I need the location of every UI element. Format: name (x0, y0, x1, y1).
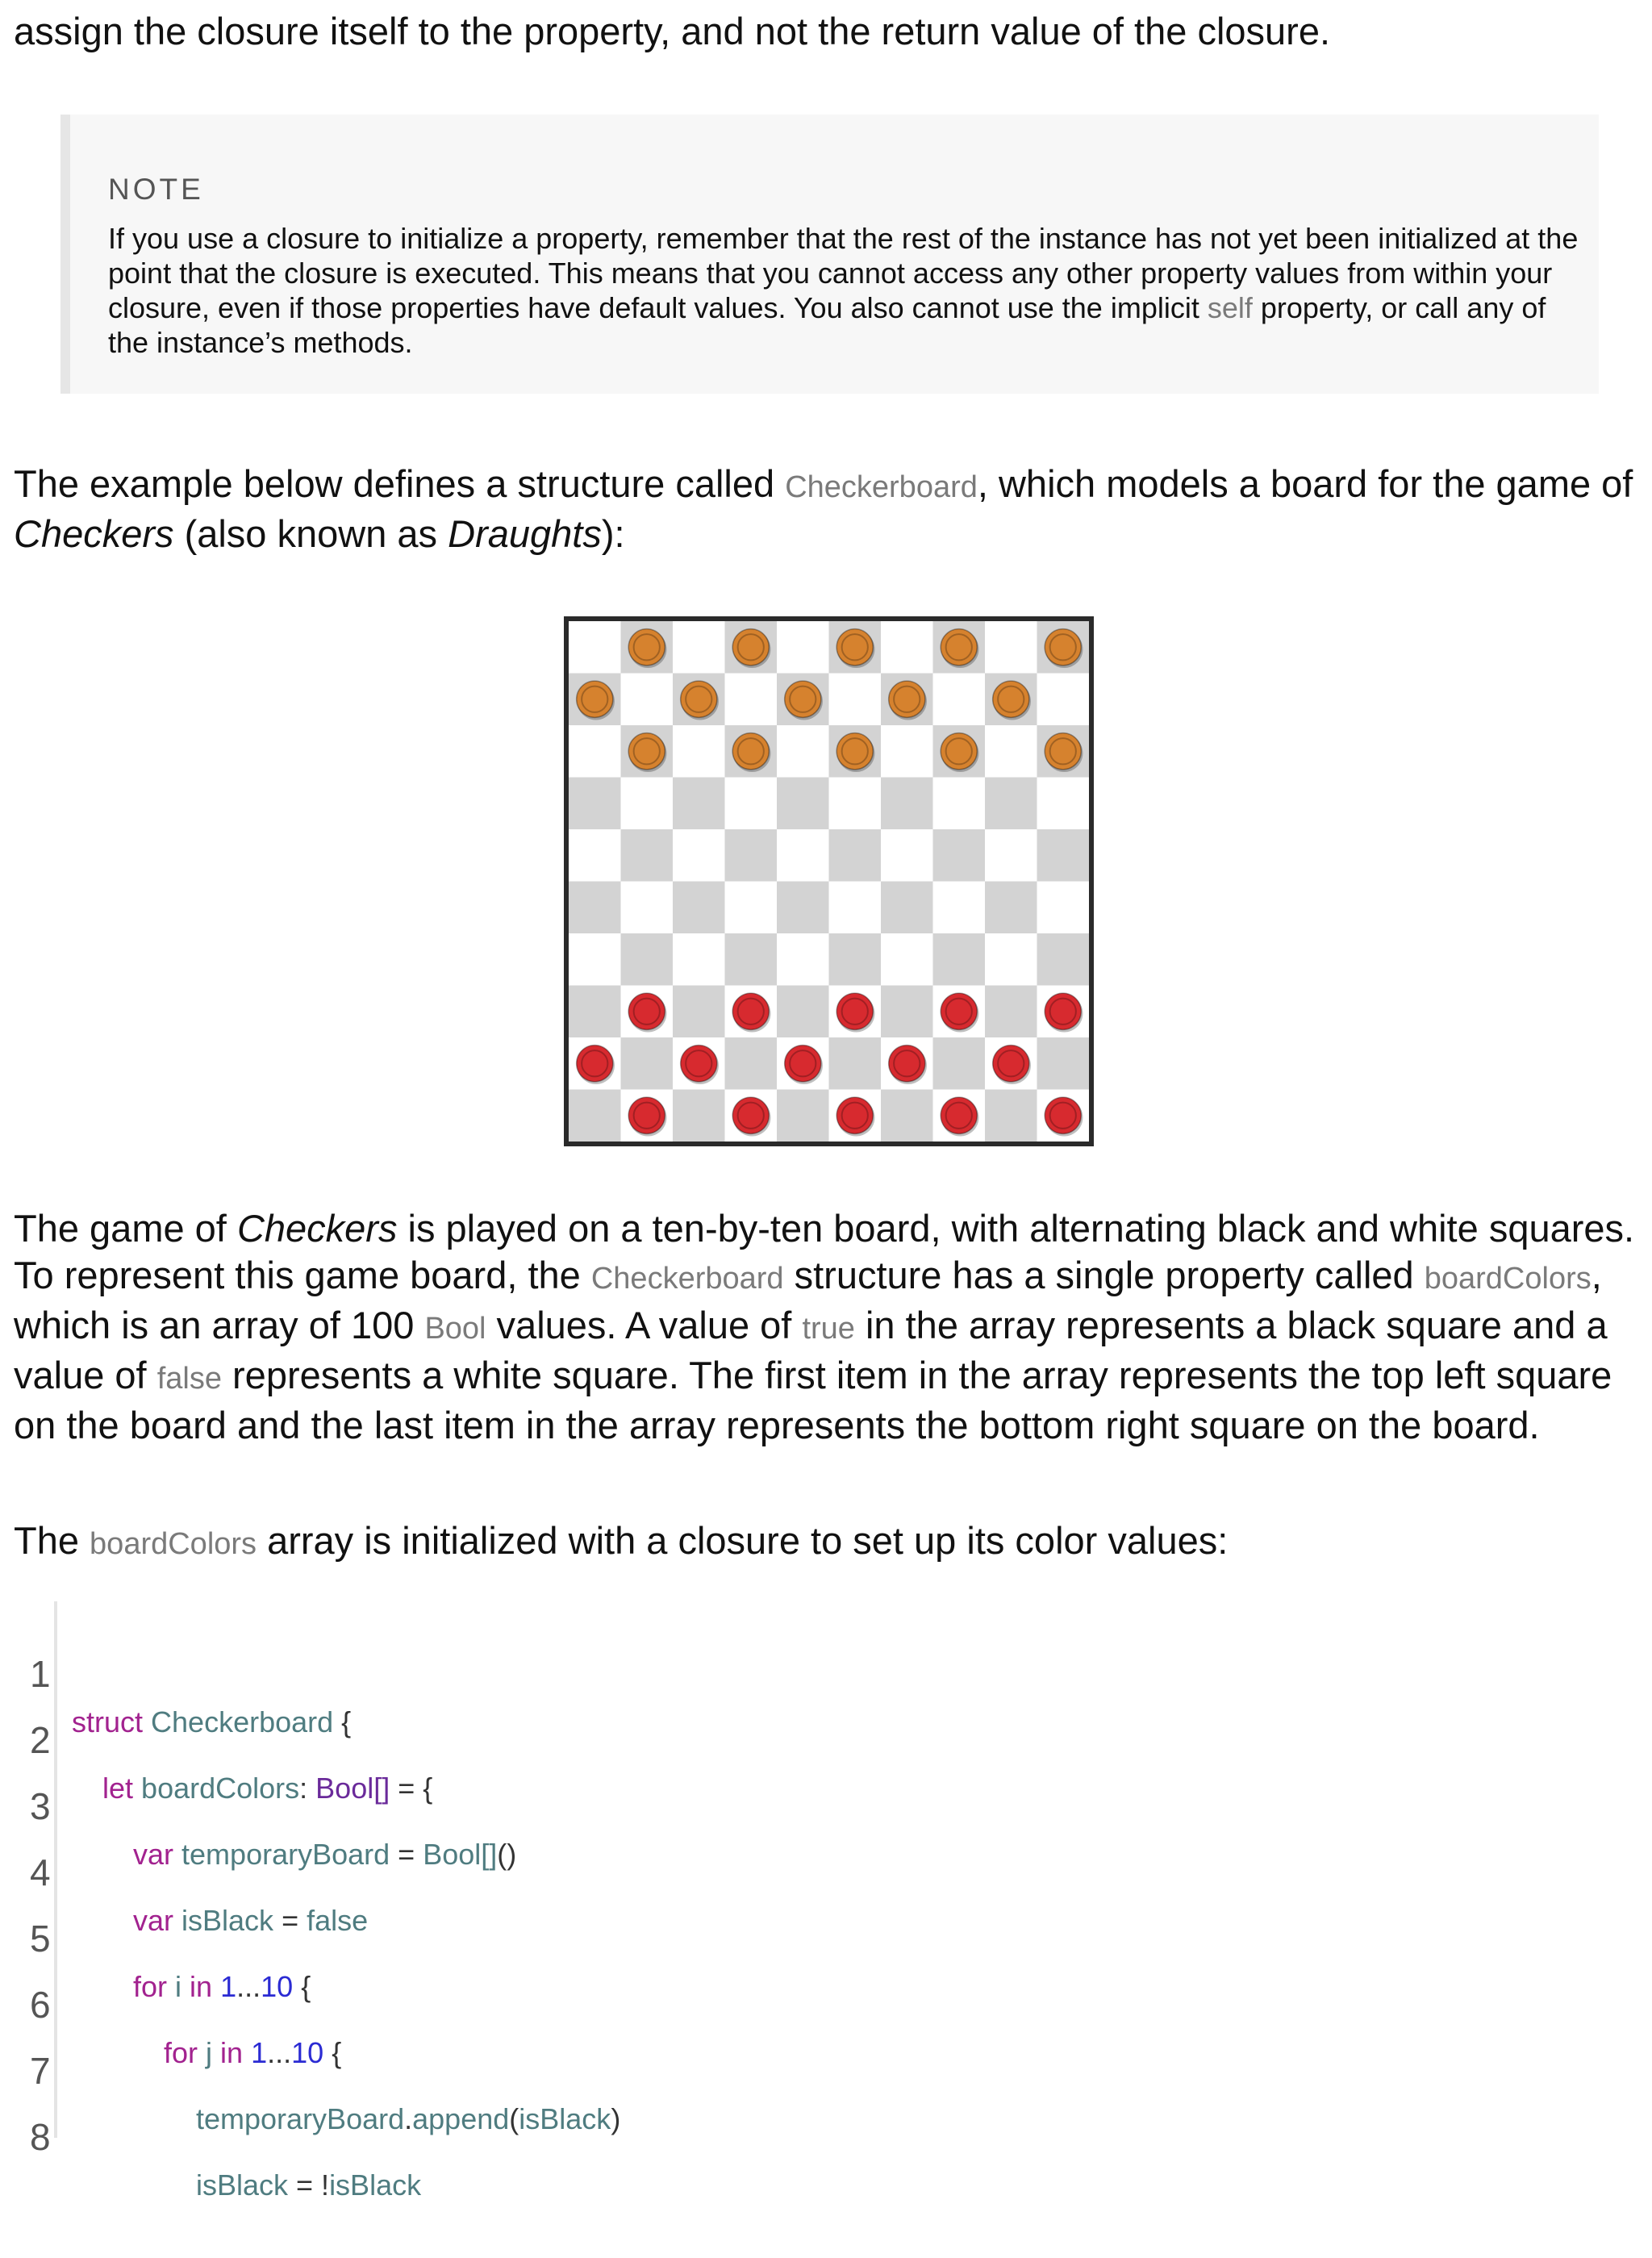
light-square (1037, 882, 1090, 934)
light-square (673, 621, 725, 674)
light-square (933, 674, 986, 726)
code-gutter (54, 1601, 57, 2138)
text: ): (601, 512, 625, 555)
keyword: let (102, 1772, 134, 1805)
operator: = (273, 1904, 307, 1937)
dark-square (777, 882, 829, 934)
italic-checkers: Checkers (14, 512, 174, 555)
code-checkerboard: Checkerboard (785, 470, 978, 504)
light-square (985, 933, 1037, 986)
identifier: isBlack (196, 2168, 289, 2202)
note-body (108, 221, 1592, 360)
dark-square (569, 882, 621, 934)
dark-square (881, 986, 933, 1038)
operator: ... (236, 1970, 261, 2003)
light-square (569, 621, 621, 674)
intro-paragraph: assign the closure itself to the property, and not the return value of the closure. (14, 10, 1331, 52)
keyword: in (220, 2036, 244, 2069)
dark-square (569, 986, 621, 1038)
text: , which models a board for the game of (977, 462, 1633, 505)
light-square (881, 725, 933, 778)
light-square (933, 778, 986, 830)
dark-square (881, 778, 933, 830)
light-square (673, 933, 725, 986)
text: , which is an array of 100 (14, 1254, 1602, 1346)
italic-checkers: Checkers (236, 1207, 398, 1250)
light-square (985, 829, 1037, 882)
number: 10 (291, 2036, 324, 2069)
note-text-1: If you use a closure to initialize a property, remember that the rest of the instance has not yet been initialized at the point that the closure is executed. This means that you cannot access any other property values from within your closure, even if those properties have default values. You also cannot use the implicit (108, 222, 1579, 324)
text: The example below defines a structure called (14, 462, 786, 505)
dark-square (933, 1037, 986, 1090)
light-square (725, 882, 778, 934)
text: in the array represents a black square and a value of (14, 1304, 1608, 1396)
example-paragraph (14, 461, 1635, 557)
literal: false (307, 1904, 369, 1937)
light-square (881, 829, 933, 882)
light-square (673, 725, 725, 778)
dark-square (777, 1090, 829, 1142)
light-square (985, 621, 1037, 674)
punct: . (404, 2102, 413, 2135)
light-square (829, 882, 882, 934)
dark-square (673, 778, 725, 830)
light-square (985, 725, 1037, 778)
dark-square (829, 829, 882, 882)
checkerboard-figure (564, 616, 1094, 1146)
light-square (621, 778, 674, 830)
text: The game of (14, 1207, 237, 1250)
light-square (1037, 674, 1090, 726)
identifier: temporaryBoard (181, 1838, 390, 1871)
light-square (621, 882, 674, 934)
checkerboard-svg (569, 621, 1089, 1142)
game-paragraph (14, 1205, 1635, 1449)
dark-square (673, 1090, 725, 1142)
type-name: Checkerboard (151, 1705, 334, 1738)
dark-square (1037, 1037, 1090, 1090)
code-boardcolors: boardColors (90, 1527, 257, 1561)
dark-square (985, 778, 1037, 830)
dark-square (725, 933, 778, 986)
light-square (621, 674, 674, 726)
identifier: isBlack (519, 2102, 611, 2135)
line-number: 8 (30, 2116, 51, 2158)
code-checkerboard: Checkerboard (590, 1262, 784, 1296)
dark-square (1037, 829, 1090, 882)
identifier: temporaryBoard (196, 2102, 405, 2135)
operator: = ! (288, 2168, 330, 2202)
code-boardcolors: boardColors (1424, 1262, 1592, 1296)
line-number: 5 (30, 1918, 51, 1960)
number: 1 (251, 2036, 268, 2069)
keyword: in (190, 1970, 213, 2003)
dark-square (569, 1090, 621, 1142)
text: represents a white square. The first item in the array represents the top left square on the board and the last item in the array represents the bottom right square on the board. (14, 1354, 1612, 1446)
note-code-self: self (1207, 291, 1253, 324)
light-square (777, 621, 829, 674)
keyword: for (164, 2036, 198, 2069)
light-square (569, 725, 621, 778)
dark-square (829, 933, 882, 986)
light-square (777, 933, 829, 986)
line-number: 2 (30, 1719, 51, 1761)
dark-square (621, 933, 674, 986)
type-name: Bool[] (315, 1772, 390, 1805)
light-square (569, 933, 621, 986)
dark-square (985, 882, 1037, 934)
identifier: j (206, 2036, 213, 2069)
light-square (569, 829, 621, 882)
keyword: for (133, 1970, 168, 2003)
line-number: 4 (30, 1851, 51, 1893)
dark-square (829, 1037, 882, 1090)
punct: ) (611, 2102, 621, 2135)
italic-draughts: Draughts (448, 512, 602, 555)
identifier: isBlack (329, 2168, 422, 2202)
code-bool: Bool (424, 1312, 486, 1346)
code-line-6 (14, 1932, 342, 2069)
number: 10 (261, 1970, 294, 2003)
dark-square (621, 829, 674, 882)
light-square (725, 674, 778, 726)
init-paragraph (14, 1517, 1635, 1567)
punct: { (293, 1970, 311, 2003)
code-false: false (156, 1362, 222, 1396)
identifier: i (175, 1970, 182, 2003)
number: 1 (220, 1970, 237, 2003)
light-square (777, 725, 829, 778)
keyword: var (133, 1904, 174, 1937)
light-square (829, 778, 882, 830)
identifier: boardColors (141, 1772, 300, 1805)
punct: = { (390, 1772, 433, 1805)
dark-square (881, 1090, 933, 1142)
light-square (1037, 778, 1090, 830)
operator: = (390, 1838, 423, 1871)
note-box (60, 115, 1599, 394)
operator: ... (267, 2036, 292, 2069)
text: is played on a ten-by-ten board, with alternating black and white squares. To represent this game board, the (14, 1207, 1635, 1296)
dark-square (673, 882, 725, 934)
text: structure has a single property called (783, 1254, 1425, 1296)
dark-square (985, 986, 1037, 1038)
light-square (777, 829, 829, 882)
note-title: NOTE (108, 173, 204, 206)
dark-square (725, 829, 778, 882)
light-square (881, 621, 933, 674)
dark-square (1037, 933, 1090, 986)
dark-square (777, 778, 829, 830)
code-listing (14, 1601, 1627, 2202)
dark-square (985, 1090, 1037, 1142)
keyword: var (133, 1838, 174, 1871)
punct: { (323, 2036, 342, 2069)
text: array is initialized with a closure to set up its color values: (257, 1519, 1229, 1562)
line-number: 3 (30, 1785, 51, 1827)
code-true: true (802, 1312, 855, 1346)
text: The (14, 1519, 90, 1562)
dark-square (881, 882, 933, 934)
dark-square (725, 1037, 778, 1090)
light-square (829, 674, 882, 726)
light-square (881, 933, 933, 986)
dark-square (933, 829, 986, 882)
punct: { (333, 1705, 352, 1738)
type-name: Bool[] (423, 1838, 498, 1871)
text: values. A value of (486, 1304, 803, 1346)
line-number: 1 (30, 1653, 51, 1695)
punct: () (497, 1838, 517, 1871)
dark-square (673, 986, 725, 1038)
light-square (725, 778, 778, 830)
light-square (673, 829, 725, 882)
light-square (933, 882, 986, 934)
dark-square (777, 986, 829, 1038)
punct: ( (509, 2102, 519, 2135)
line-number: 7 (30, 2050, 51, 2092)
method-name: append (412, 2102, 510, 2135)
code-line-1 (14, 1601, 352, 1738)
note-text-2: property, or call any of the instance’s methods. (108, 291, 1546, 359)
text: (also known as (173, 512, 448, 555)
line-number: 6 (30, 1984, 51, 2026)
keyword: struct (72, 1705, 144, 1738)
dark-square (621, 1037, 674, 1090)
dark-square (933, 933, 986, 986)
punct: : (299, 1772, 316, 1805)
dark-square (569, 778, 621, 830)
identifier: isBlack (181, 1904, 274, 1937)
